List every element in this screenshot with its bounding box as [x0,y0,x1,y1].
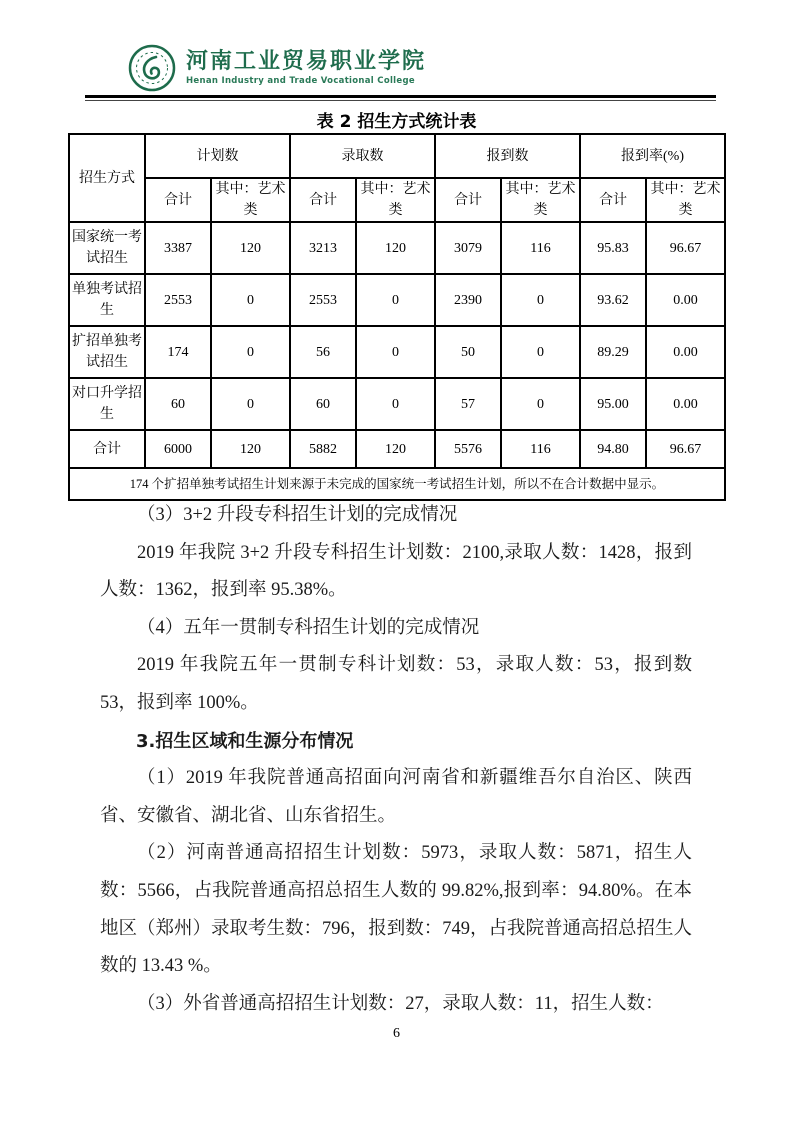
col-sub-header: 合计 [290,178,356,222]
col-sub-header: 其中：艺术类 [211,178,290,222]
table-cell: 94.80 [580,430,646,468]
school-name-block [186,50,426,86]
school-seal-icon [128,44,176,92]
row-label: 合计 [69,430,145,468]
col-sub-header: 其中：艺术类 [501,178,580,222]
table-cell: 56 [290,326,356,378]
table-footnote: 174 个扩招单独考试招生计划来源于未完成的国家统一考试招生计划，所以不在合计数据中显示。 [69,468,725,500]
table-row [69,326,725,378]
table-cell: 0 [211,326,290,378]
paragraph: 2019 年我院五年一贯制专科计划数：53，录取人数：53，报到数 53，报到率 100%。 [100,655,692,713]
table-header-row-subs [69,178,725,222]
col-group-header: 录取数 [290,134,435,178]
table-cell: 6000 [145,430,211,468]
table-row [69,222,725,274]
paragraph: （1）2019 年我院普通高招面向河南省和新疆维吾尔自治区、陕西省、安徽省、湖北省、山东省招生。 [100,768,692,826]
table-row [69,274,725,326]
table-cell: 2390 [435,274,501,326]
table-cell: 2553 [145,274,211,326]
col-group-header: 计划数 [145,134,290,178]
table-cell: 0.00 [646,326,725,378]
col-sub-header: 合计 [145,178,211,222]
school-name-cn: 河南工业贸易职业学院 [186,48,427,74]
table-cell: 93.62 [580,274,646,326]
col-group-header: 报到数 [435,134,580,178]
row-label: 国家统一考试招生 [69,222,145,274]
section-heading: 3.招生区域和生源分布情况 [136,730,354,752]
table-cell: 120 [356,430,435,468]
table-cell: 0 [501,326,580,378]
table-cell: 174 [145,326,211,378]
table-cell: 50 [435,326,501,378]
row-label: 对口升学招生 [69,378,145,430]
table-footnote-row [69,468,725,500]
table-cell: 95.00 [580,378,646,430]
table-cell: 96.67 [646,430,725,468]
col-sub-header: 合计 [435,178,501,222]
table-cell: 60 [290,378,356,430]
table-row [69,378,725,430]
table-cell: 0.00 [646,378,725,430]
paragraph: 2019 年我院 3+2 升段专科招生计划数：2100,录取人数：1428，报到人数：1362，报到率 95.38%。 [100,542,692,601]
body-text [100,497,692,1023]
table-cell: 0 [501,378,580,430]
row-label: 单独考试招生 [69,274,145,326]
page-header [128,44,426,92]
page-number: 6 [393,1026,400,1041]
table-title: 表 2 招生方式统计表 [316,112,477,132]
table-cell: 116 [501,222,580,274]
table-cell: 120 [356,222,435,274]
table-cell: 0 [501,274,580,326]
table-cell: 116 [501,430,580,468]
table-header-row-groups [69,134,725,178]
table-cell: 3079 [435,222,501,274]
table-cell: 2553 [290,274,356,326]
table-total-row [69,430,725,468]
paragraph: （2）河南普通高招招生计划数：5973，录取人数：5871，招生人数：5566，占我院普通高招总招生人数的 99.82%,报到率：94.80%。在本地区（郑州）录取考生数：796，报到数：749，占我院普通高招总招生人数的 13.43 %。 [100,843,693,977]
enrollment-stats-table [68,133,726,501]
table-cell: 0.00 [646,274,725,326]
table-cell: 96.67 [646,222,725,274]
col-group-header: 报到率(%) [580,134,725,178]
school-name-en: Henan Industry and Trade Vocational College [186,76,415,87]
table-cell: 95.83 [580,222,646,274]
table-cell: 5882 [290,430,356,468]
col-sub-header: 其中：艺术类 [646,178,725,222]
table-cell: 0 [356,326,435,378]
table-cell: 0 [211,274,290,326]
table-cell: 5576 [435,430,501,468]
table-cell: 0 [211,378,290,430]
col-sub-header: 合计 [580,178,646,222]
paragraph: （3）外省普通高招招生计划数：27，录取人数：11，招生人数： [137,993,664,1014]
table-cell: 3213 [290,222,356,274]
table-cell: 0 [356,378,435,430]
row-label: 扩招单独考试招生 [69,326,145,378]
table-cell: 57 [435,378,501,430]
col-sub-header: 其中：艺术类 [356,178,435,222]
table-cell: 120 [211,430,290,468]
table-cell: 120 [211,222,290,274]
table-cell: 60 [145,378,211,430]
paragraph: （3）3+2 升段专科招生计划的完成情况 [137,505,458,525]
paragraph: （4）五年一贯制专科招生计划的完成情况 [137,617,480,638]
table-cell: 3387 [145,222,211,274]
col-header-method: 招生方式 [69,134,145,222]
table-cell: 89.29 [580,326,646,378]
table-cell: 0 [356,274,435,326]
header-divider [85,95,716,101]
